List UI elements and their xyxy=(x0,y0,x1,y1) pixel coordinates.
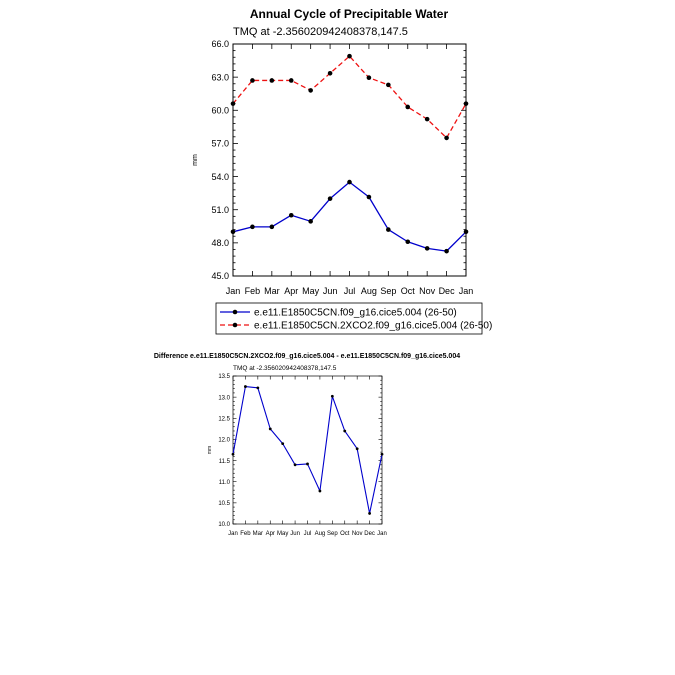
main-series-1-point xyxy=(367,195,372,200)
diff-ytick-label: 12.0 xyxy=(218,437,230,444)
main-series-2-point xyxy=(367,75,372,80)
main-plot-frame xyxy=(233,44,466,276)
main-xtick-label: Mar xyxy=(264,286,280,296)
diff-xtick-label: Mar xyxy=(252,531,264,537)
main-ytick-label: 54.0 xyxy=(211,171,229,182)
main-chart-title: Annual Cycle of Precipitable Water xyxy=(249,7,449,21)
difference-chart-series xyxy=(232,385,384,515)
diff-series-1-point xyxy=(232,453,235,456)
main-series-2-point xyxy=(270,78,275,83)
main-series-2-point xyxy=(231,101,236,106)
main-ytick-label: 51.0 xyxy=(211,204,229,215)
main-xtick-label: Feb xyxy=(244,286,261,296)
main-series-2-point xyxy=(405,105,410,110)
main-series-1-point xyxy=(270,225,275,230)
diff-xtick-label: Aug xyxy=(314,531,326,537)
diff-xtick-label: Jan xyxy=(228,531,238,537)
diff-series-1-point xyxy=(319,490,322,493)
main-series-line-1 xyxy=(233,182,466,251)
main-chart xyxy=(192,7,473,296)
main-chart-subtitle: TMQ at -2.356020942408378,147.5 xyxy=(233,26,408,38)
legend-label-1: e.e11.E1850C5CN.f09_g16.cice5.004 (26-50) xyxy=(254,307,457,319)
diff-series-1-point xyxy=(306,463,309,466)
main-series-1-point xyxy=(386,227,391,232)
main-series-1-point xyxy=(464,230,469,235)
diff-xtick-label: Jul xyxy=(303,531,312,537)
diff-series-1-point xyxy=(356,447,359,450)
main-series-2-point xyxy=(464,101,469,106)
main-xtick-label: Jan xyxy=(225,286,241,296)
main-ytick-label: 66.0 xyxy=(211,39,229,50)
main-series-1-point xyxy=(328,196,333,201)
diff-plot-frame xyxy=(233,376,382,524)
diff-xtick-label: Dec xyxy=(364,531,375,537)
legend-entry-1 xyxy=(220,308,457,319)
legend-label-2: e.e11.E1850C5CN.2XCO2.f09_g16.cice5.004 (26-50) xyxy=(254,320,493,332)
main-xtick-label: Jul xyxy=(343,286,356,296)
diff-series-1-point xyxy=(269,427,272,430)
diff-xtick-label: Nov xyxy=(351,531,363,537)
main-ytick-label: 45.0 xyxy=(211,271,229,282)
main-series-1-point xyxy=(444,249,449,254)
main-series-2-point xyxy=(347,54,352,59)
diff-series-1-point xyxy=(331,395,334,398)
main-xtick-label: Nov xyxy=(419,286,436,296)
diff-xtick-label: Jan xyxy=(377,531,387,537)
diff-series-1-point xyxy=(381,453,384,456)
main-series-1-point xyxy=(405,239,410,244)
diff-xtick-label: Sep xyxy=(326,531,338,537)
main-series-2-point xyxy=(386,83,391,88)
main-series-2-point xyxy=(250,78,255,83)
diff-ytick-label: 10.0 xyxy=(218,522,230,529)
main-ytick-label: 60.0 xyxy=(211,105,229,116)
difference-chart-title: Difference e.e11.E1850C5CN.2XCO2.f09_g16.cice5.004 - e.e11.E1850C5CN.f09_g16.cice5.004 xyxy=(153,353,461,360)
main-xtick-label: Aug xyxy=(360,286,377,296)
main-series-1-point xyxy=(250,225,255,230)
diff-ytick-label: 13.0 xyxy=(218,395,230,402)
diff-ytick-label: 11.0 xyxy=(218,479,230,486)
main-xtick-label: Sep xyxy=(380,286,397,296)
main-series-2-point xyxy=(425,117,430,122)
diff-series-line-1 xyxy=(233,387,382,514)
diff-xtick-label: Oct xyxy=(340,531,350,537)
main-xtick-label: Jan xyxy=(458,286,474,296)
main-xtick-label: Jun xyxy=(322,286,338,296)
main-series-1-point xyxy=(231,230,236,235)
main-chart-series xyxy=(231,54,469,254)
legend-entry-2 xyxy=(220,321,492,332)
diff-series-1-point xyxy=(368,512,371,515)
main-series-1-point xyxy=(308,219,313,224)
legend xyxy=(216,303,492,334)
main-xtick-label: Apr xyxy=(284,286,299,296)
difference-chart xyxy=(154,353,460,537)
difference-chart-subtitle: TMQ at -2.356020942408378,147.5 xyxy=(233,365,337,372)
main-xtick-label: Oct xyxy=(400,286,415,296)
main-series-2-point xyxy=(308,88,313,93)
diff-ytick-label: 13.5 xyxy=(218,374,230,381)
diff-xtick-label: Feb xyxy=(240,531,251,537)
main-ytick-label: 63.0 xyxy=(211,72,229,83)
main-series-1-point xyxy=(289,213,294,218)
diff-series-1-point xyxy=(244,385,247,388)
diff-series-1-point xyxy=(343,430,346,433)
main-xtick-label: May xyxy=(302,286,320,296)
main-series-1-point xyxy=(425,246,430,251)
diff-xtick-label: Jun xyxy=(290,531,300,537)
legend-marker-1 xyxy=(233,310,238,315)
main-series-2-point xyxy=(444,136,449,141)
diff-ytick-label: 11.5 xyxy=(218,458,230,465)
main-series-2-point xyxy=(289,78,294,83)
diff-series-1-point xyxy=(294,463,297,466)
diff-ytick-label: 10.5 xyxy=(218,501,230,508)
difference-chart-ylabel: mm xyxy=(207,445,213,455)
diff-xtick-label: Apr xyxy=(265,531,275,537)
diff-ytick-label: 12.5 xyxy=(218,416,230,423)
legend-marker-2 xyxy=(233,323,238,328)
main-series-line-2 xyxy=(233,56,466,138)
diff-xtick-label: May xyxy=(276,531,289,537)
main-series-2-point xyxy=(328,71,333,76)
main-ytick-label: 57.0 xyxy=(211,138,229,149)
main-ytick-label: 48.0 xyxy=(211,238,229,249)
diff-series-1-point xyxy=(281,442,284,445)
diff-series-1-point xyxy=(256,386,259,389)
main-chart-ylabel: mm xyxy=(192,154,199,166)
main-xtick-label: Dec xyxy=(438,286,455,296)
main-series-1-point xyxy=(347,180,352,185)
main-chart-axes xyxy=(211,39,473,296)
